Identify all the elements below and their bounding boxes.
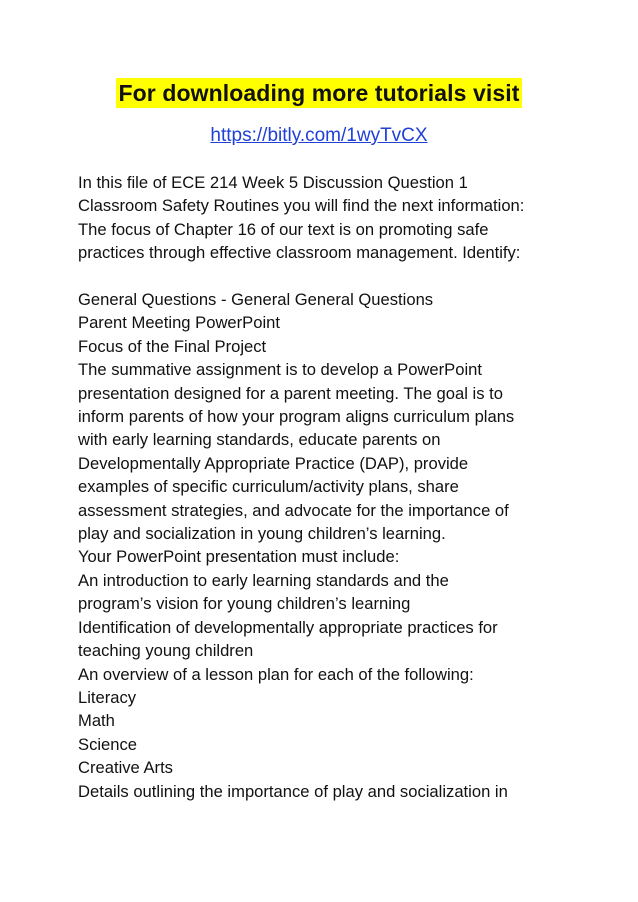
paragraph-gap (78, 265, 598, 288)
tutorial-link[interactable]: https://bitly.com/1wyTvCX (210, 125, 428, 146)
body-line: Developmentally Appropriate Practice (DAP), provide (78, 453, 469, 473)
body-line: Literacy (78, 687, 137, 707)
body-line: The summative assignment is to develop a PowerPoint (78, 360, 482, 380)
body-line: with early learning standards, educate parents on (78, 430, 441, 450)
intro-line: practices through effective classroom management. Identify: (78, 243, 521, 263)
body-line: An introduction to early learning standards and the (78, 570, 449, 590)
body-line: inform parents of how your program aligns curriculum plans (78, 407, 515, 427)
link-block (0, 124, 638, 148)
body-line: Science (78, 734, 138, 754)
body-line: teaching young children (78, 641, 254, 661)
body-line: Focus of the Final Project (78, 336, 267, 356)
document-body (78, 171, 598, 803)
intro-line: Classroom Safety Routines you will find the next information: (78, 196, 525, 216)
intro-line: In this file of ECE 214 Week 5 Discussion Question 1 (78, 173, 468, 192)
body-line: program’s vision for young children’s learning (78, 594, 411, 614)
body-line: presentation designed for a parent meeting. The goal is to (78, 383, 503, 403)
body-line: Your PowerPoint presentation must include: (78, 547, 400, 567)
body-line: Math (78, 711, 115, 731)
body-line: Creative Arts (78, 758, 173, 778)
page-title: For downloading more tutorials visit (118, 80, 520, 106)
body-line: General Questions - General General Questions (78, 290, 434, 310)
body-line: An overview of a lesson plan for each of the following: (78, 664, 474, 684)
body-line: assessment strategies, and advocate for the importance of (78, 500, 509, 520)
title-block (0, 78, 638, 108)
body-line: Details outlining the importance of play and socialization in (78, 781, 508, 801)
body-line: Parent Meeting PowerPoint (78, 313, 281, 333)
body-line: Identification of developmentally appropriate practices for (78, 617, 498, 637)
intro-line: The focus of Chapter 16 of our text is on promoting safe (78, 219, 489, 239)
body-line: play and socialization in young children’s learning. (78, 524, 446, 544)
body-line: examples of specific curriculum/activity plans, share (78, 477, 459, 497)
